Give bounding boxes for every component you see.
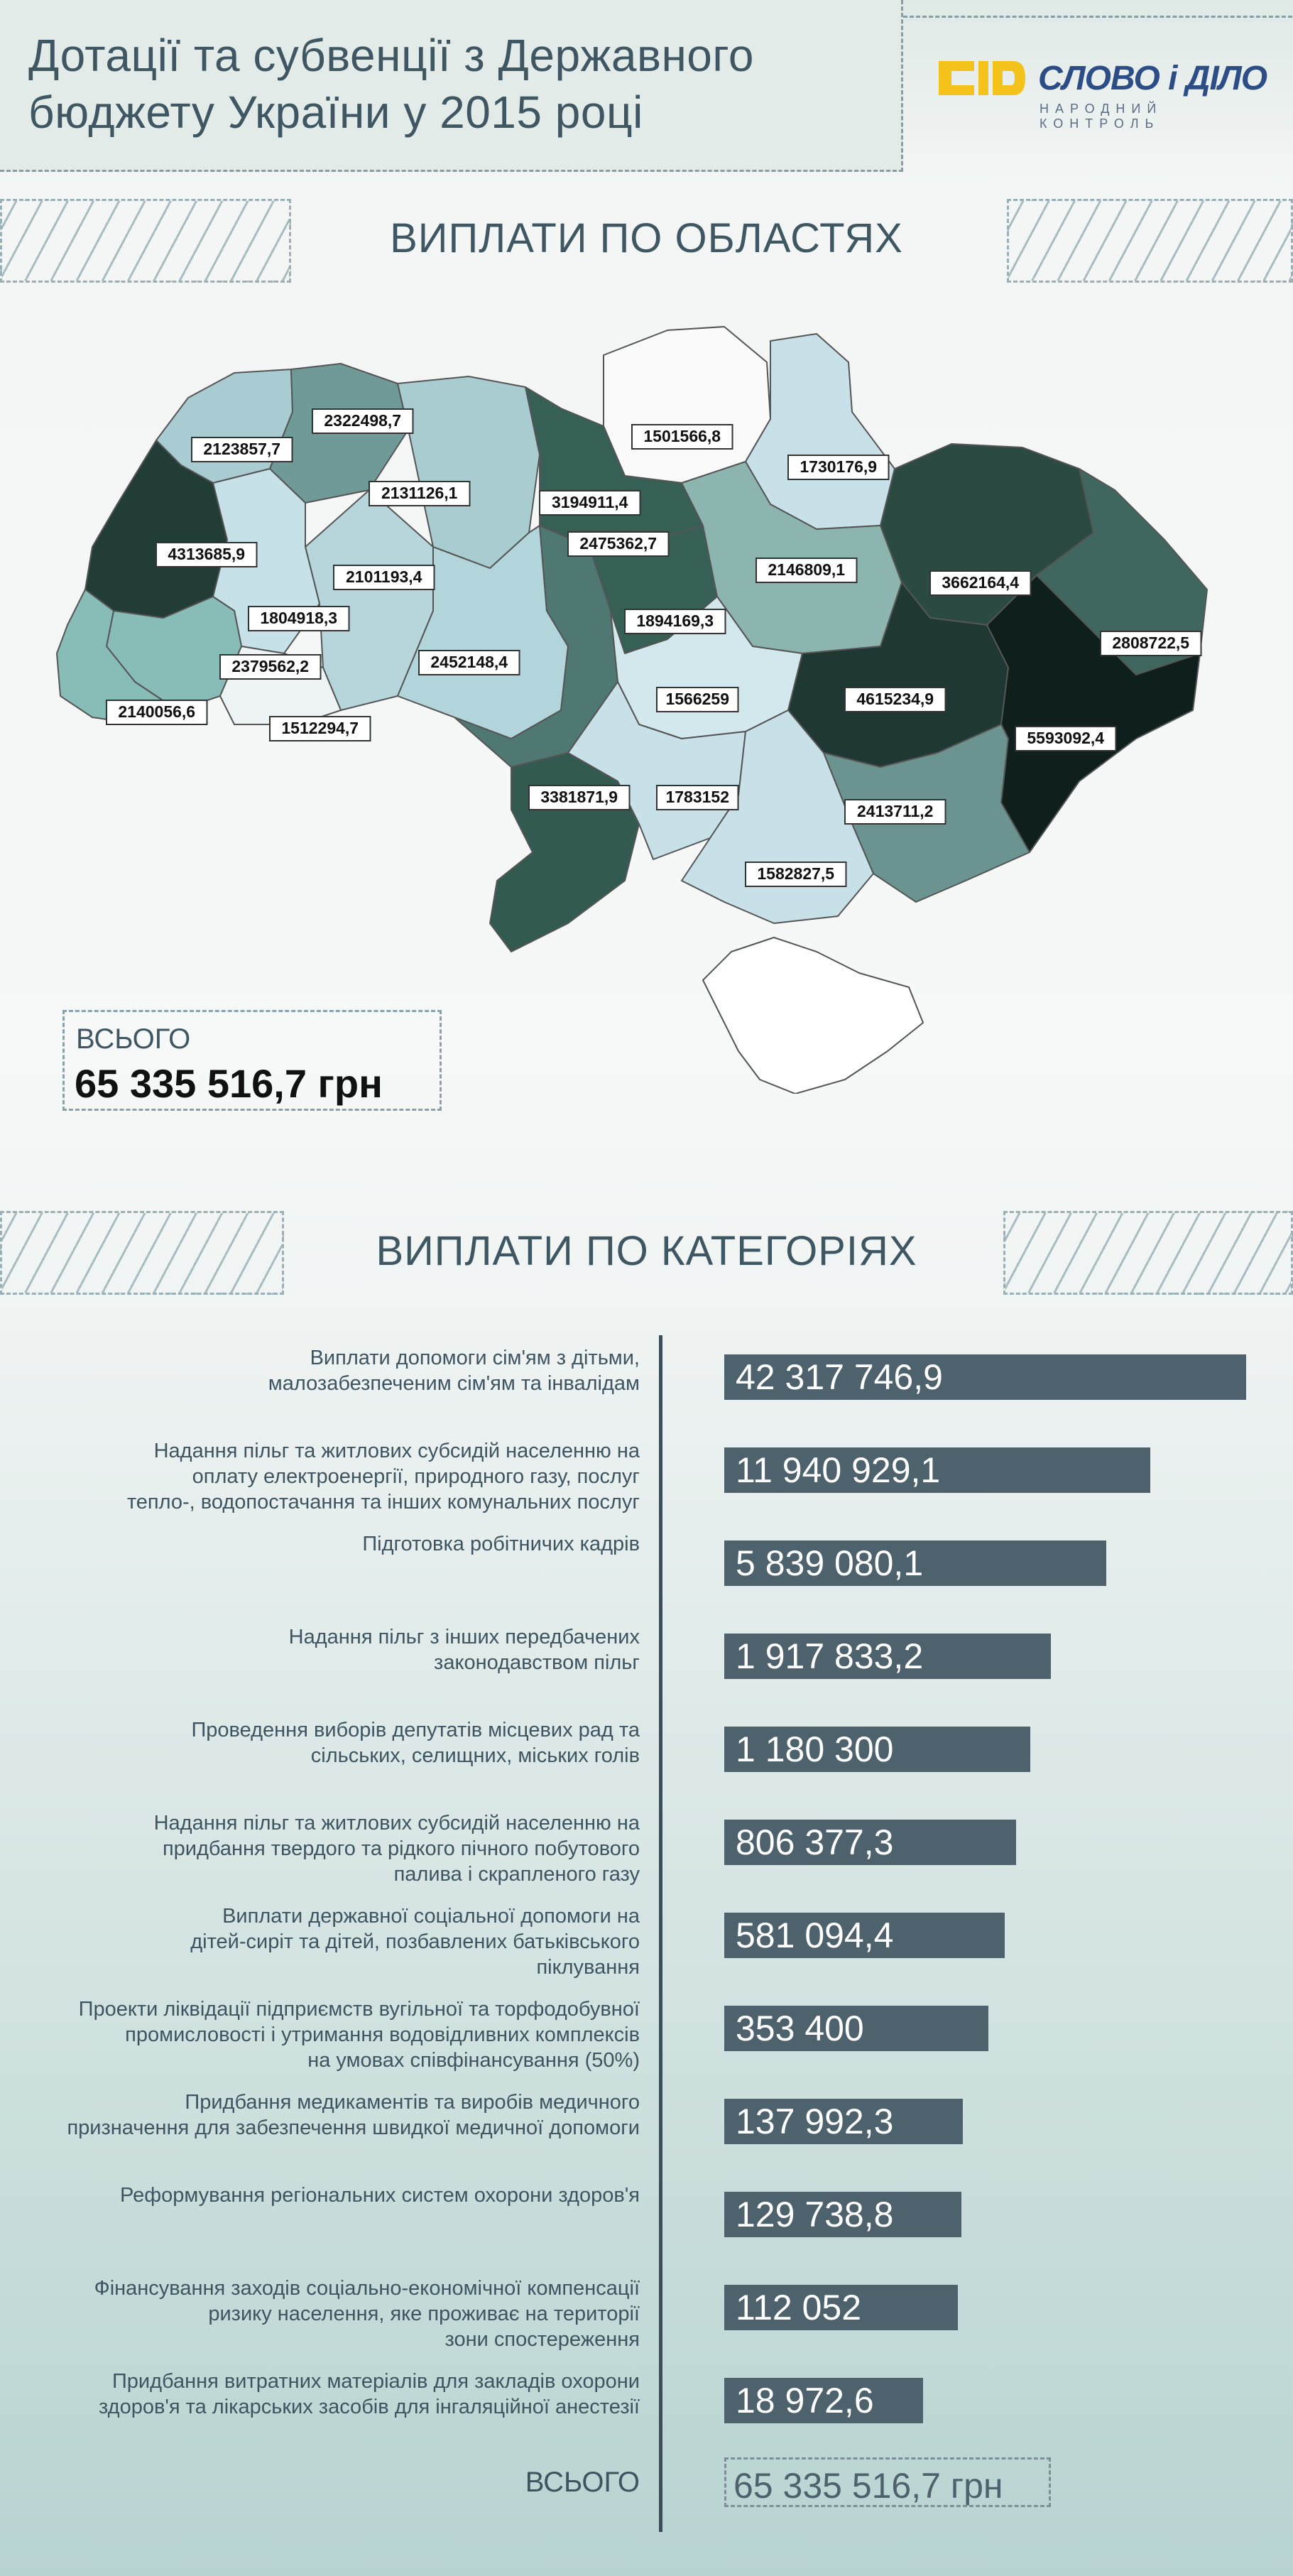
regions-total-box xyxy=(62,1010,442,1111)
category-label: Реформування регіональних систем охорони здоров'я xyxy=(120,2184,640,2207)
category-label: Придбання витратних матеріалів для закладів охорони здоров'я та лікарських засобів для інгаляційної анестезії xyxy=(99,2370,640,2418)
category-bar xyxy=(724,1354,1246,1400)
category-bar xyxy=(724,2285,958,2330)
category-bar xyxy=(724,2006,988,2051)
category-label: Проекти ліквідації підприємств вугільної та торфодобувної промисловості і утримання водовідливних комплексів на умовах співфінансування (50%) xyxy=(78,1998,640,2072)
region-value-label: 2322498,7 xyxy=(324,411,402,430)
category-bar xyxy=(724,2192,961,2237)
category-bar-value: 112 052 xyxy=(736,2288,862,2327)
region-chernihiv xyxy=(604,327,770,483)
category-label: Фінансування заходів соціально-економічної компенсації ризику населення, яке проживає на території зони спостереження xyxy=(94,2277,640,2351)
categories-total-value: 65 335 516,7 грн xyxy=(733,2466,1003,2506)
region-value-label: 3381871,9 xyxy=(540,788,618,806)
regions-total-caption: ВСЬОГО xyxy=(76,1023,191,1055)
region-value-label: 1582827,5 xyxy=(757,864,835,883)
region-value-label: 2413711,2 xyxy=(857,802,934,820)
region-value-label: 2475362,7 xyxy=(579,534,658,553)
logo-box xyxy=(903,16,1292,172)
categories-section-title: ВИПЛАТИ ПО КАТЕГОРІЯХ xyxy=(376,1228,917,1274)
region-value-label: 1730176,9 xyxy=(800,457,878,476)
regions-total-value: 65 335 516,7 грн xyxy=(75,1061,383,1106)
category-label: Надання пільг з інших передбачених законодавством пільг xyxy=(288,1626,640,1674)
category-bar-value: 42 317 746,9 xyxy=(736,1357,943,1397)
category-bar-value: 806 377,3 xyxy=(736,1822,894,1862)
region-value-label: 2379562,2 xyxy=(231,657,310,675)
category-label: Надання пільг та житлових субсидій населенню на придбання твердого та рідкого пічного побутового палива і скрапленого газу xyxy=(153,1812,640,1886)
region-value-label: 2146809,1 xyxy=(768,560,846,579)
category-label: Виплати допомоги сім'ям з дітьми, малозабезпеченим сім'ям та інвалідам xyxy=(268,1347,640,1395)
categories-total-box xyxy=(724,2457,1051,2507)
region-crimea xyxy=(703,938,923,1094)
region-value-label: 3194911,4 xyxy=(552,493,628,511)
category-bar xyxy=(724,1540,1106,1586)
category-bar-value: 129 738,8 xyxy=(736,2195,894,2234)
region-value-label: 2140056,6 xyxy=(118,702,196,721)
header xyxy=(0,0,903,172)
category-bar xyxy=(724,2099,963,2144)
logo-name: СЛОВО і ДІЛО xyxy=(1038,60,1267,97)
region-value-label: 1512294,7 xyxy=(281,719,359,737)
category-bar-value: 353 400 xyxy=(736,2009,864,2048)
logo-icon xyxy=(932,57,1031,99)
region-value-label: 5593092,4 xyxy=(1027,729,1105,747)
region-value-label: 4313685,9 xyxy=(168,545,246,563)
category-bar xyxy=(724,1913,1005,1958)
categories-bar-chart xyxy=(0,1335,1293,2576)
category-bar xyxy=(724,1447,1150,1493)
region-odesa xyxy=(490,753,639,952)
category-bar xyxy=(724,1727,1030,1772)
region-value-label: 2808722,5 xyxy=(1112,634,1190,652)
category-bar xyxy=(724,1634,1051,1679)
region-value-label: 1566259 xyxy=(665,690,730,708)
region-value-label: 2123857,7 xyxy=(203,440,281,458)
category-bar xyxy=(724,1820,1016,1865)
chart-axis-line xyxy=(659,1335,662,2532)
region-value-label: 1804918,3 xyxy=(260,609,338,627)
region-value-label: 1894169,3 xyxy=(636,612,714,630)
category-label: Підготовка робітничих кадрів xyxy=(362,1533,640,1555)
ukraine-regions-map xyxy=(0,313,1293,1094)
region-value-label: 2452148,4 xyxy=(430,653,508,671)
category-label: Надання пільг та житлових субсидій населенню на оплату електроенергії, природного газу, послуг тепло-, водопостачання та інших комунальних послуг xyxy=(126,1440,640,1513)
category-bar-value: 581 094,4 xyxy=(736,1915,894,1955)
region-value-label: 2101193,4 xyxy=(346,567,422,586)
region-value-label: 3662164,4 xyxy=(942,573,1020,592)
category-bar-value: 5 839 080,1 xyxy=(736,1543,924,1583)
category-bar-value: 11 940 929,1 xyxy=(736,1450,941,1490)
category-bar xyxy=(724,2378,923,2423)
categories-total-caption: ВСЬОГО xyxy=(525,2467,640,2498)
category-bar-value: 1 180 300 xyxy=(736,1729,894,1769)
logo-tagline: НАРОДНИЙ КОНТРОЛЬ xyxy=(1040,102,1163,131)
category-bar-value: 137 992,3 xyxy=(736,2102,894,2141)
region-value-label: 2131126,1 xyxy=(381,484,458,502)
category-label: Проведення виборів депутатів місцевих рад та сільських, селищних, міських голів xyxy=(191,1719,640,1767)
region-value-label: 1501566,8 xyxy=(643,427,721,445)
category-bar-value: 1 917 833,2 xyxy=(736,1636,924,1676)
region-value-label: 1783152 xyxy=(665,788,730,806)
region-value-label: 4615234,9 xyxy=(856,690,934,708)
category-label: Виплати державної соціальної допомоги на дітей-сиріт та дітей, позбавлених батьківського піклування xyxy=(190,1905,640,1979)
category-bar-value: 18 972,6 xyxy=(736,2381,874,2420)
category-label: Придбання медикаментів та виробів медичного призначення для забезпечення швидкої медичної допомоги xyxy=(67,2091,640,2139)
regions-section-title: ВИПЛАТИ ПО ОБЛАСТЯХ xyxy=(390,215,903,261)
page-title: Дотації та субвенції з Державного бюджету України у 2015 році xyxy=(28,30,754,138)
